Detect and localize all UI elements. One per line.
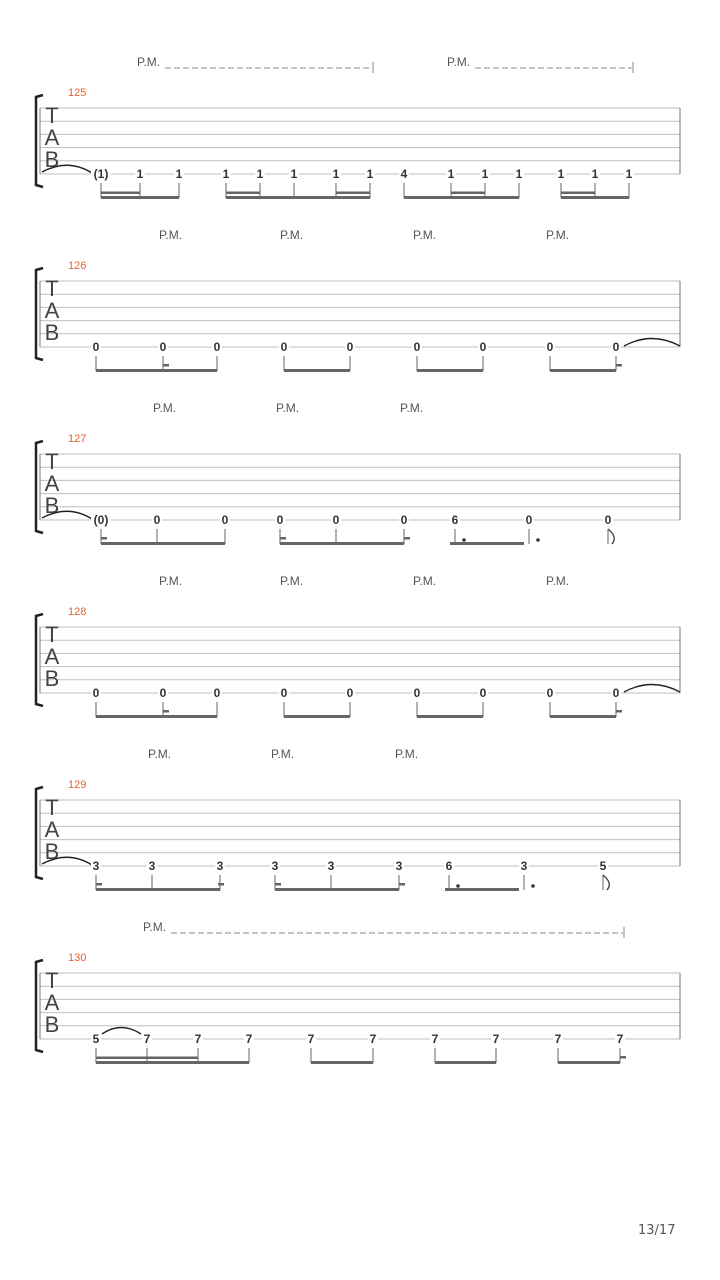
palm-mute-label: P.M. (153, 401, 177, 415)
secondary-beam (561, 192, 595, 195)
tie-arc (624, 339, 680, 347)
fret-number: 3 (148, 859, 156, 873)
palm-mute-label: P.M. (413, 228, 437, 242)
beam (101, 542, 225, 545)
fret-number: 4 (400, 167, 408, 181)
fret-number: 6 (451, 513, 459, 527)
beam-stub (616, 710, 622, 713)
note-flag (603, 875, 609, 890)
palm-mute-label: P.M. (546, 228, 570, 242)
duration-dot (462, 538, 466, 542)
palm-mute-label: P.M. (280, 228, 304, 242)
fret-number: 7 (194, 1032, 202, 1046)
beam (284, 715, 350, 718)
fret-number: 7 (369, 1032, 377, 1046)
secondary-beam (451, 192, 485, 195)
beam (226, 196, 370, 199)
measure-number: 130 (68, 952, 87, 964)
fret-number: 3 (271, 859, 279, 873)
fret-number: 0 (280, 686, 288, 700)
measure-number: 128 (68, 606, 87, 618)
beam-stub (280, 537, 286, 540)
fret-number: 0 (479, 340, 487, 354)
beam-stub (163, 710, 169, 713)
beam-stub (616, 364, 622, 367)
fret-number: 0 (479, 686, 487, 700)
beam-stub (218, 883, 224, 886)
palm-mute-label: P.M. (413, 574, 437, 588)
fret-number: 7 (307, 1032, 315, 1046)
measure-number: 125 (68, 87, 87, 99)
beam (558, 1061, 620, 1064)
tie-arc (624, 685, 680, 693)
tab-clef-letter: A (44, 125, 60, 150)
fret-number: 1 (332, 167, 340, 181)
fret-number: 1 (481, 167, 489, 181)
fret-number: 0 (346, 686, 354, 700)
fret-number: 0 (604, 513, 612, 527)
beam (417, 369, 483, 372)
tab-clef-letter: B (44, 666, 60, 691)
fret-number: 0 (92, 340, 100, 354)
fret-number: 7 (143, 1032, 151, 1046)
tab-clef-letter: B (44, 147, 60, 172)
fret-number: 1 (290, 167, 298, 181)
fret-number: 3 (327, 859, 335, 873)
tab-clef-letter: T (45, 795, 59, 820)
tab-clef-letter: T (45, 276, 59, 301)
beam (445, 888, 519, 891)
beam-stub (620, 1056, 626, 1059)
measure-number: 126 (68, 260, 87, 272)
palm-mute-label: P.M. (271, 747, 295, 761)
palm-mute-label: P.M. (159, 228, 183, 242)
tab-clef-letter: T (45, 622, 59, 647)
fret-number: (1) (93, 167, 109, 181)
beam (284, 369, 350, 372)
beam (550, 369, 616, 372)
fret-number: 6 (445, 859, 453, 873)
beam-stub (101, 537, 107, 540)
tab-system-128 (36, 574, 680, 718)
fret-number: 1 (557, 167, 565, 181)
beam (96, 369, 217, 372)
tab-system-126 (36, 228, 680, 372)
fret-number: 7 (492, 1032, 500, 1046)
palm-mute-label: P.M. (276, 401, 300, 415)
fret-number: 0 (159, 686, 167, 700)
fret-number: 0 (280, 340, 288, 354)
tab-clef-letter: A (44, 298, 60, 323)
tab-clef-letter: B (44, 320, 60, 345)
tab-system-127 (36, 401, 680, 545)
slur-arc (102, 1028, 141, 1035)
tab-clef-letter: A (44, 817, 60, 842)
beam (275, 888, 399, 891)
tab-clef-letter: A (44, 990, 60, 1015)
fret-number: 7 (616, 1032, 624, 1046)
tab-clef-letter: B (44, 493, 60, 518)
fret-number: 0 (213, 686, 221, 700)
beam-stub (96, 883, 102, 886)
fret-number: 1 (256, 167, 264, 181)
measure-number: 127 (68, 433, 87, 445)
palm-mute-label: P.M. (159, 574, 183, 588)
beam (435, 1061, 496, 1064)
fret-number: (0) (93, 513, 109, 527)
palm-mute-label: P.M. (447, 55, 471, 69)
fret-number: 0 (159, 340, 167, 354)
fret-number: 0 (400, 513, 408, 527)
palm-mute-label: P.M. (137, 55, 161, 69)
fret-number: 0 (413, 686, 421, 700)
fret-number: 1 (366, 167, 374, 181)
secondary-beam (336, 192, 370, 195)
fret-number: 3 (520, 859, 528, 873)
tab-clef-letter: T (45, 968, 59, 993)
tab-clef-letter: B (44, 839, 60, 864)
fret-number: 0 (213, 340, 221, 354)
fret-number: 5 (599, 859, 607, 873)
beam (280, 542, 404, 545)
palm-mute-label: P.M. (400, 401, 424, 415)
fret-number: 0 (276, 513, 284, 527)
beam-stub (399, 883, 405, 886)
palm-mute-label: P.M. (395, 747, 419, 761)
beam (311, 1061, 373, 1064)
palm-mute-label: P.M. (143, 920, 167, 934)
secondary-beam (226, 192, 260, 195)
fret-number: 1 (625, 167, 633, 181)
tab-clef-letter: B (44, 1012, 60, 1037)
measure-number: 129 (68, 779, 87, 791)
fret-number: 1 (136, 167, 144, 181)
secondary-beam (101, 192, 140, 195)
beam (96, 888, 220, 891)
note-flag (608, 529, 614, 544)
fret-number: 0 (332, 513, 340, 527)
fret-number: 1 (515, 167, 523, 181)
beam-stub (404, 537, 410, 540)
beam (450, 542, 524, 545)
fret-number: 0 (525, 513, 533, 527)
beam (417, 715, 483, 718)
duration-dot (456, 884, 460, 888)
tab-clef-letter: T (45, 449, 59, 474)
fret-number: 0 (413, 340, 421, 354)
tab-clef-letter: A (44, 471, 60, 496)
fret-number: 0 (221, 513, 229, 527)
beam (96, 1061, 249, 1064)
fret-number: 7 (245, 1032, 253, 1046)
fret-number: 0 (546, 340, 554, 354)
secondary-beam (96, 1057, 198, 1060)
fret-number: 5 (92, 1032, 100, 1046)
fret-number: 0 (92, 686, 100, 700)
duration-dot (536, 538, 540, 542)
beam (404, 196, 519, 199)
palm-mute-label: P.M. (280, 574, 304, 588)
fret-number: 1 (175, 167, 183, 181)
fret-number: 1 (591, 167, 599, 181)
page-number: 13/17 (638, 1223, 676, 1238)
fret-number: 0 (546, 686, 554, 700)
palm-mute-label: P.M. (148, 747, 172, 761)
tab-system-125 (36, 55, 680, 199)
fret-number: 0 (346, 340, 354, 354)
fret-number: 3 (216, 859, 224, 873)
beam-stub (275, 883, 281, 886)
beam (96, 715, 217, 718)
duration-dot (531, 884, 535, 888)
beam-stub (163, 364, 169, 367)
tab-system-130 (36, 920, 680, 1064)
fret-number: 3 (395, 859, 403, 873)
tab-clef-letter: T (45, 103, 59, 128)
fret-number: 0 (153, 513, 161, 527)
beam (101, 196, 179, 199)
palm-mute-label: P.M. (546, 574, 570, 588)
fret-number: 7 (554, 1032, 562, 1046)
fret-number: 0 (612, 340, 620, 354)
fret-number: 3 (92, 859, 100, 873)
fret-number: 7 (431, 1032, 439, 1046)
beam (550, 715, 616, 718)
tab-clef-letter: A (44, 644, 60, 669)
fret-number: 0 (612, 686, 620, 700)
fret-number: 1 (222, 167, 230, 181)
tab-system-129 (36, 747, 680, 891)
fret-number: 1 (447, 167, 455, 181)
beam (561, 196, 629, 199)
